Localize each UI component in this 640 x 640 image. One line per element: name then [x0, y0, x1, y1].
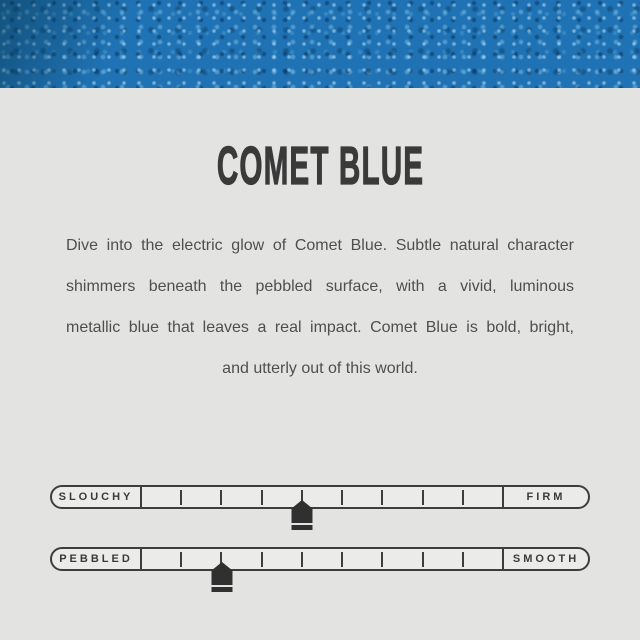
slider-tick [381, 552, 383, 567]
slider-marker [211, 562, 232, 592]
slider-tick [220, 490, 222, 505]
slider-tick [341, 552, 343, 567]
slider-right-label: SMOOTH [502, 549, 588, 569]
slider-tick [261, 552, 263, 567]
description-line: shimmers beneath the pebbled surface, with a vivid, luminous [66, 278, 574, 295]
description-line: metallic blue that leaves a real impact. Comet Blue is bold, bright, [66, 319, 574, 336]
marker-pointer-icon [211, 562, 232, 585]
description-line: Dive into the electric glow of Comet Blue. Subtle natural character [66, 237, 574, 254]
page-title-text: COMET BLUE [216, 136, 424, 196]
slider-track [142, 487, 502, 507]
description-line: and utterly out of this world. [222, 360, 418, 377]
marker-base [291, 525, 312, 530]
slider-tick [180, 552, 182, 567]
slider-tick [261, 490, 263, 505]
slider-marker [291, 500, 312, 530]
leather-texture-image [0, 0, 640, 88]
slider-track [142, 549, 502, 569]
slider-tick [422, 552, 424, 567]
slider-tick [381, 490, 383, 505]
slider-tick [462, 552, 464, 567]
slider-left-label: SLOUCHY [52, 487, 142, 507]
marker-pointer-icon [291, 500, 312, 523]
color-description [66, 225, 574, 389]
slider-tick [462, 490, 464, 505]
slider-pebbled-smooth [50, 547, 590, 571]
slider-tick [422, 490, 424, 505]
slider-left-label: PEBBLED [52, 549, 142, 569]
slider-right-label: FIRM [502, 487, 588, 507]
slider-tick [341, 490, 343, 505]
page-title [0, 136, 640, 196]
marker-base [211, 587, 232, 592]
slider-tick [180, 490, 182, 505]
slider-slouchy-firm [50, 485, 590, 509]
slider-tick [301, 552, 303, 567]
